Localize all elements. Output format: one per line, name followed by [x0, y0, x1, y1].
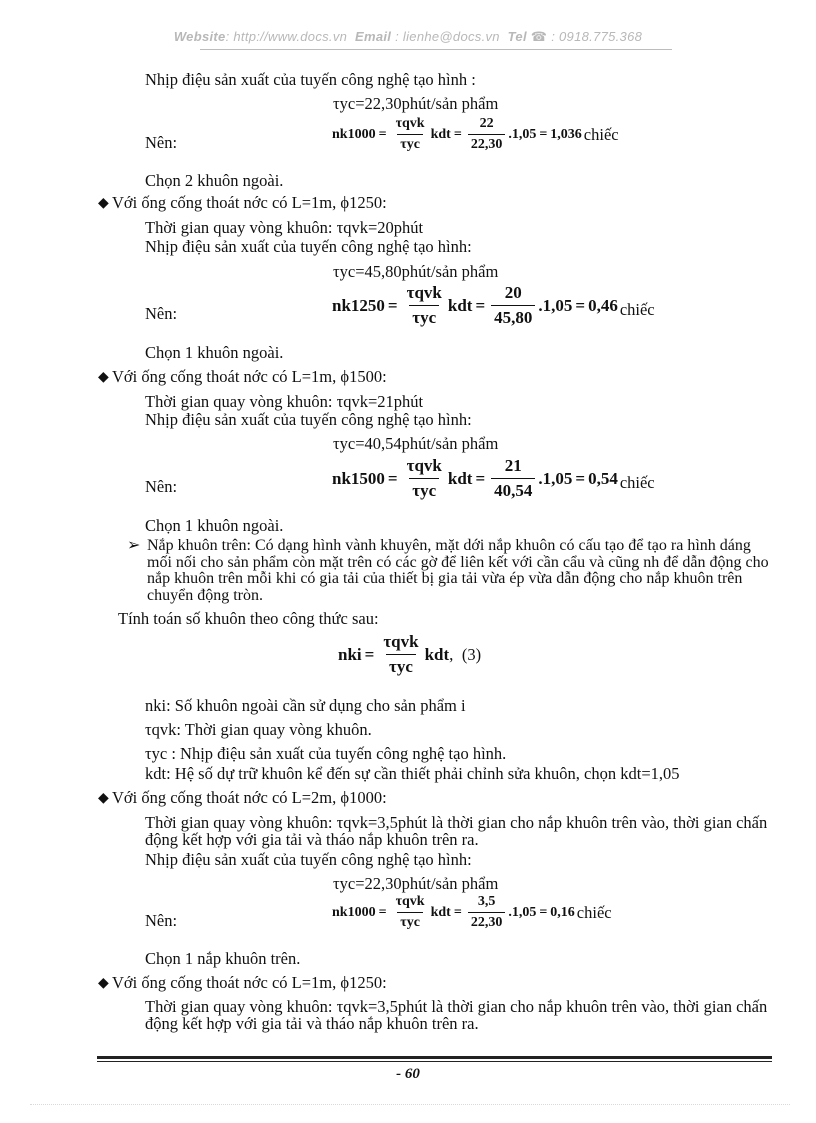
text-line: τqvk: Thời gian quay vòng khuôn.	[145, 720, 372, 739]
footer-rule	[97, 1056, 772, 1059]
website-label: Website	[173, 29, 226, 44]
tel-label: Tel	[507, 29, 527, 44]
arrow-bullet-icon: ➢	[127, 537, 141, 554]
text-line: nki: Số khuôn ngoài cần sử dụng cho sản phẩm i	[145, 696, 466, 715]
text-line: Chọn 2 khuôn ngoài.	[145, 171, 284, 190]
website-url: : http://www.docs.vn	[225, 29, 348, 44]
equation-3: nk1500 = $\frac{\text{τqvk}}{\text{τyc}}$ kdt = $\frac{21}{40,54}$ .1,05 = 0,54 chiếc	[332, 456, 655, 500]
text-line: Với ống cống thoát nớc có L=2m, ϕ1000:	[112, 788, 387, 807]
equation-4: nki = $\frac{\text{τqvk}}{\text{τyc}}$ kdt , (3)	[338, 632, 482, 676]
footer-rule-thin	[97, 1061, 772, 1062]
email-address: : lienhe@docs.vn	[391, 29, 500, 44]
text-line: Với ống cống thoát nớc có L=1m, ϕ1250:	[112, 193, 387, 212]
tel-number: : 0918.775.368	[551, 29, 643, 44]
text-line: Với ống cống thoát nớc có L=1m, ϕ1250:	[112, 973, 387, 992]
page-header	[0, 29, 816, 45]
diamond-bullet-icon: ◆	[98, 196, 109, 211]
header-rule	[200, 49, 672, 50]
text-line: Nhịp điệu sản xuất của tuyến công nghệ tạo hình:	[145, 850, 472, 869]
text-line: τyc : Nhịp điệu sản xuất của tuyến công nghệ tạo hình.	[145, 744, 507, 763]
text-line: Thời gian quay vòng khuôn: τqvk=21phút	[145, 392, 424, 411]
paragraph: Nắp khuôn trên: Có dạng hình vành khuyên, mặt dới nắp khuôn có cấu tạo để tạo ra hình dáng mối nối cho sản phẩm còn mặt trên có các gờ để liên kết với cần cẩu và cũng nh để dẫn động cho nắp khuôn trên mỗi khi có gia tải của thiết bị gia tải vừa ép vừa dẫn động cho nắp khuôn trên chuyển động tròn.	[147, 537, 769, 604]
text-line: τyc=40,54phút/sản phẩm	[333, 434, 499, 453]
text-line: Thời gian quay vòng khuôn: τqvk=20phút	[145, 218, 424, 237]
paragraph: Thời gian quay vòng khuôn: τqvk=3,5phút là thời gian cho nắp khuôn trên vào, thời gian chấn động kết hợp với gia tải và tháo nắp khuôn trên ra.	[145, 813, 768, 849]
diamond-bullet-icon: ◆	[98, 370, 109, 385]
email-label: Email	[355, 29, 392, 44]
text-line: τyc=22,30phút/sản phẩm	[333, 94, 499, 113]
phone-icon: ☎	[530, 29, 548, 44]
text-line: kdt: Hệ số dự trữ khuôn kể đến sự cần thiết phải chỉnh sửa khuôn, chọn kdt=1,05	[145, 764, 680, 783]
text-line: Nhịp điệu sản xuất của tuyến công nghệ tạo hình:	[145, 237, 472, 256]
equation-2: nk1250 = $\frac{\text{τqvk}}{\text{τyc}}$ kdt = $\frac{20}{45,80}$ .1,05 = 0,46 chiếc	[332, 283, 655, 327]
paragraph: Thời gian quay vòng khuôn: τqvk=3,5phút là thời gian cho nắp khuôn trên vào, thời gian chấn động kết hợp với gia tải và tháo nắp khuôn trên ra.	[145, 997, 768, 1033]
diamond-bullet-icon: ◆	[98, 976, 109, 991]
page-edge-divider	[30, 1104, 790, 1105]
text-line: Chọn 1 khuôn ngoài.	[145, 516, 284, 535]
equation-5: nk1000 = $\frac{\text{τqvk}}{\text{τyc}}$ kdt = $\frac{3,5}{22,30}$ .1,05 = 0,16 chiếc	[332, 894, 612, 930]
text-line: Chọn 1 nắp khuôn trên.	[145, 949, 301, 968]
nen-label: Nên:	[145, 133, 178, 152]
nen-label: Nên:	[145, 477, 178, 496]
text-line: Chọn 1 khuôn ngoài.	[145, 343, 284, 362]
nen-label: Nên:	[145, 304, 178, 323]
text-line: Với ống cống thoát nớc có L=1m, ϕ1500:	[112, 367, 387, 386]
text-line: τyc=45,80phút/sản phẩm	[333, 262, 499, 281]
nen-label: Nên:	[145, 911, 178, 930]
page-number: - 60	[396, 1066, 420, 1082]
text-line: Nhịp điệu sản xuất của tuyến công nghệ tạo hình :	[145, 70, 476, 89]
diamond-bullet-icon: ◆	[98, 791, 109, 806]
equation-1: nk1000 = $\frac{\text{τqvk}}{\text{τyc}}$ kdt = $\frac{22}{22,30}$ .1,05 = 1,036 chiếc	[332, 116, 619, 152]
text-line: Nhịp điệu sản xuất của tuyến công nghệ tạo hình:	[145, 410, 472, 429]
text-line: τyc=22,30phút/sản phẩm	[333, 874, 499, 893]
text-line: Tính toán số khuôn theo công thức sau:	[118, 609, 379, 628]
